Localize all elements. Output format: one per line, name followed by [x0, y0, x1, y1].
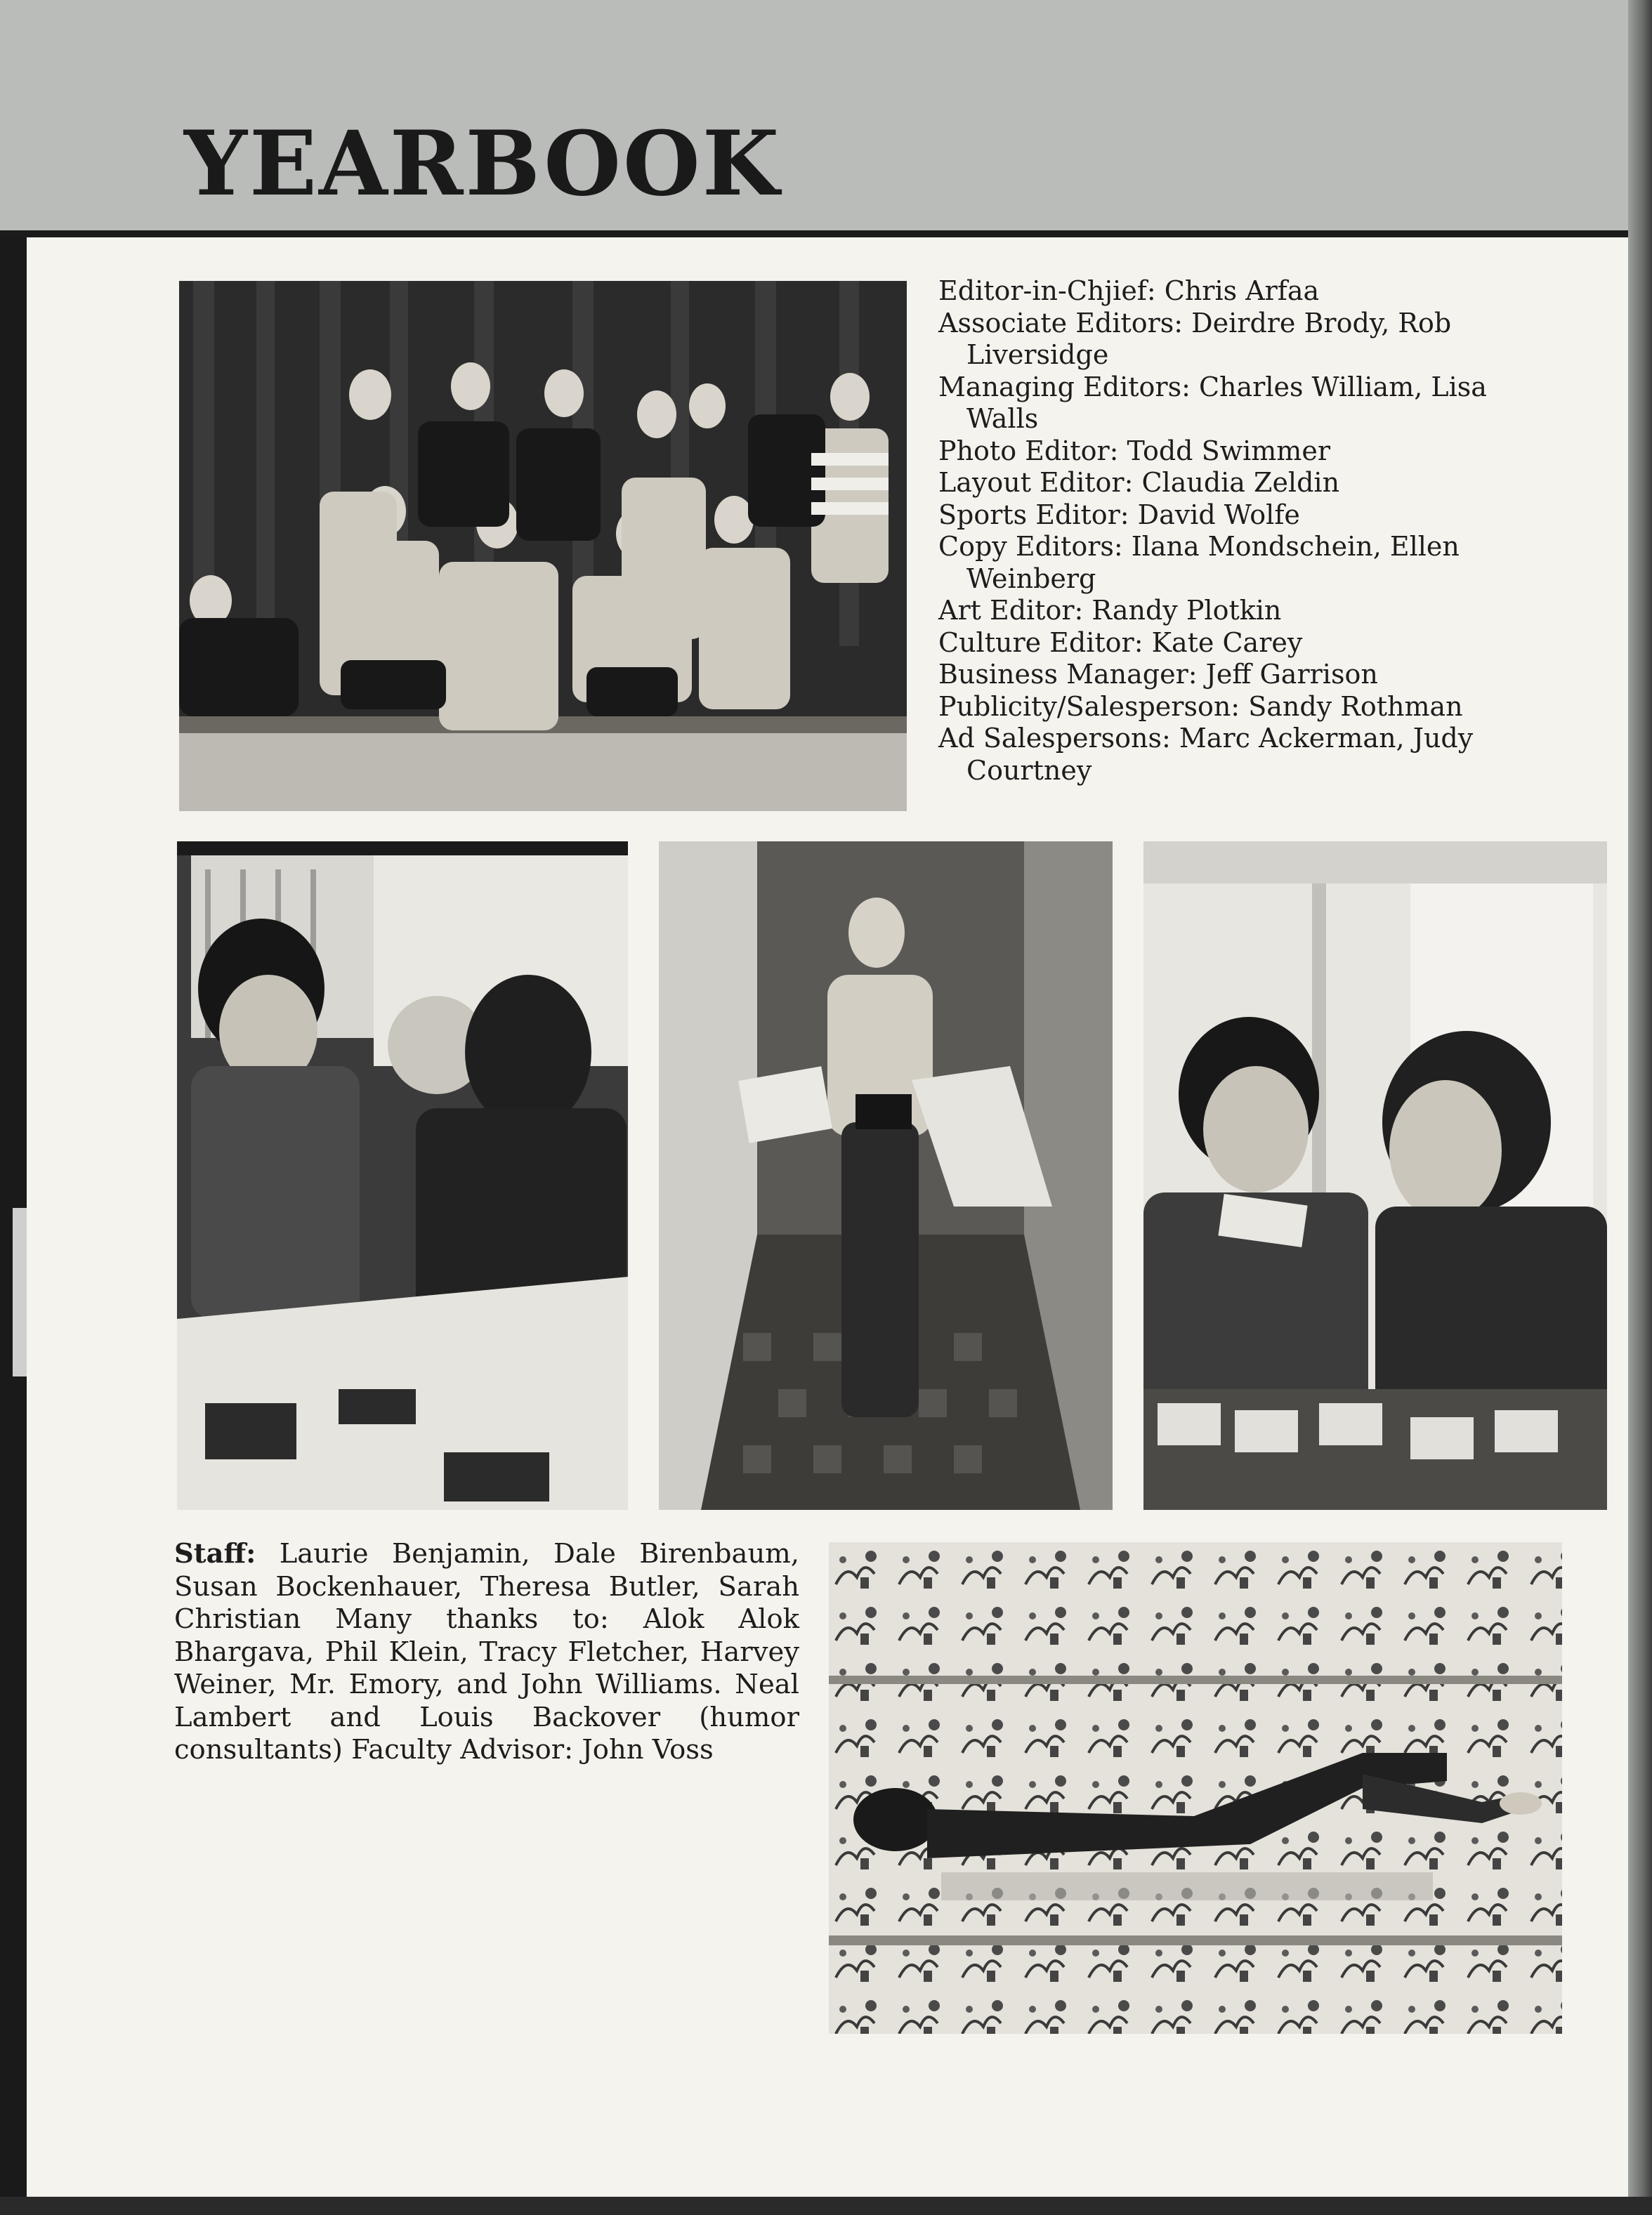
staff-text: Laurie Benjamin, Dale Birenbaum, Susan Bockenhauer, Theresa Butler, Sarah Christian Many thanks to: Alok Alok Bhargava, Phil Klein, Tracy Fletcher, Harvey Weiner, Mr. Emory, and John Williams. Neal Lambert and Louis Backover (humor consultants) Faculty Advisor: John Voss — [174, 1538, 799, 1766]
staff-credits — [174, 1538, 799, 1767]
page-title: YEARBOOK — [184, 112, 782, 216]
photo-reviewing-prints — [1143, 841, 1607, 1510]
masthead-line: Business Manager: Jeff Garrison — [938, 659, 1378, 690]
masthead-line: Photo Editor: Todd Swimmer — [938, 435, 1330, 466]
masthead-line: Editor-in-Chjief: Chris Arfaa — [938, 275, 1320, 306]
group-photo — [179, 281, 907, 811]
masthead-line: Associate Editors: Deirdre Brody, Rob Liversidge — [938, 307, 1452, 370]
header-rule — [0, 230, 1652, 237]
right-page-edge — [1628, 0, 1652, 2215]
masthead-line: Publicity/Salesperson: Sandy Rothman — [938, 690, 1463, 722]
photo-photographer-hallway — [659, 841, 1113, 1510]
masthead-line: Managing Editors: Charles William, Lisa Walls — [938, 371, 1487, 434]
left-edge-strip — [13, 1208, 27, 1376]
masthead-line: Sports Editor: David Wolfe — [938, 499, 1300, 530]
bottom-page-edge — [0, 2197, 1652, 2215]
masthead-line: Culture Editor: Kate Carey — [938, 626, 1303, 658]
masthead-list — [938, 275, 1556, 787]
masthead-line: Art Editor: Randy Plotkin — [938, 595, 1282, 626]
photo-layout-table — [177, 841, 628, 1510]
masthead-line: Ad Salespersons: Marc Ackerman, Judy Courtney — [938, 723, 1474, 786]
photo-sofa-nap — [829, 1542, 1562, 2034]
masthead-line: Copy Editors: Ilana Mondschein, Ellen Weinberg — [938, 531, 1460, 594]
masthead-line: Layout Editor: Claudia Zeldin — [938, 467, 1340, 498]
staff-label: Staff: — [174, 1538, 256, 1570]
